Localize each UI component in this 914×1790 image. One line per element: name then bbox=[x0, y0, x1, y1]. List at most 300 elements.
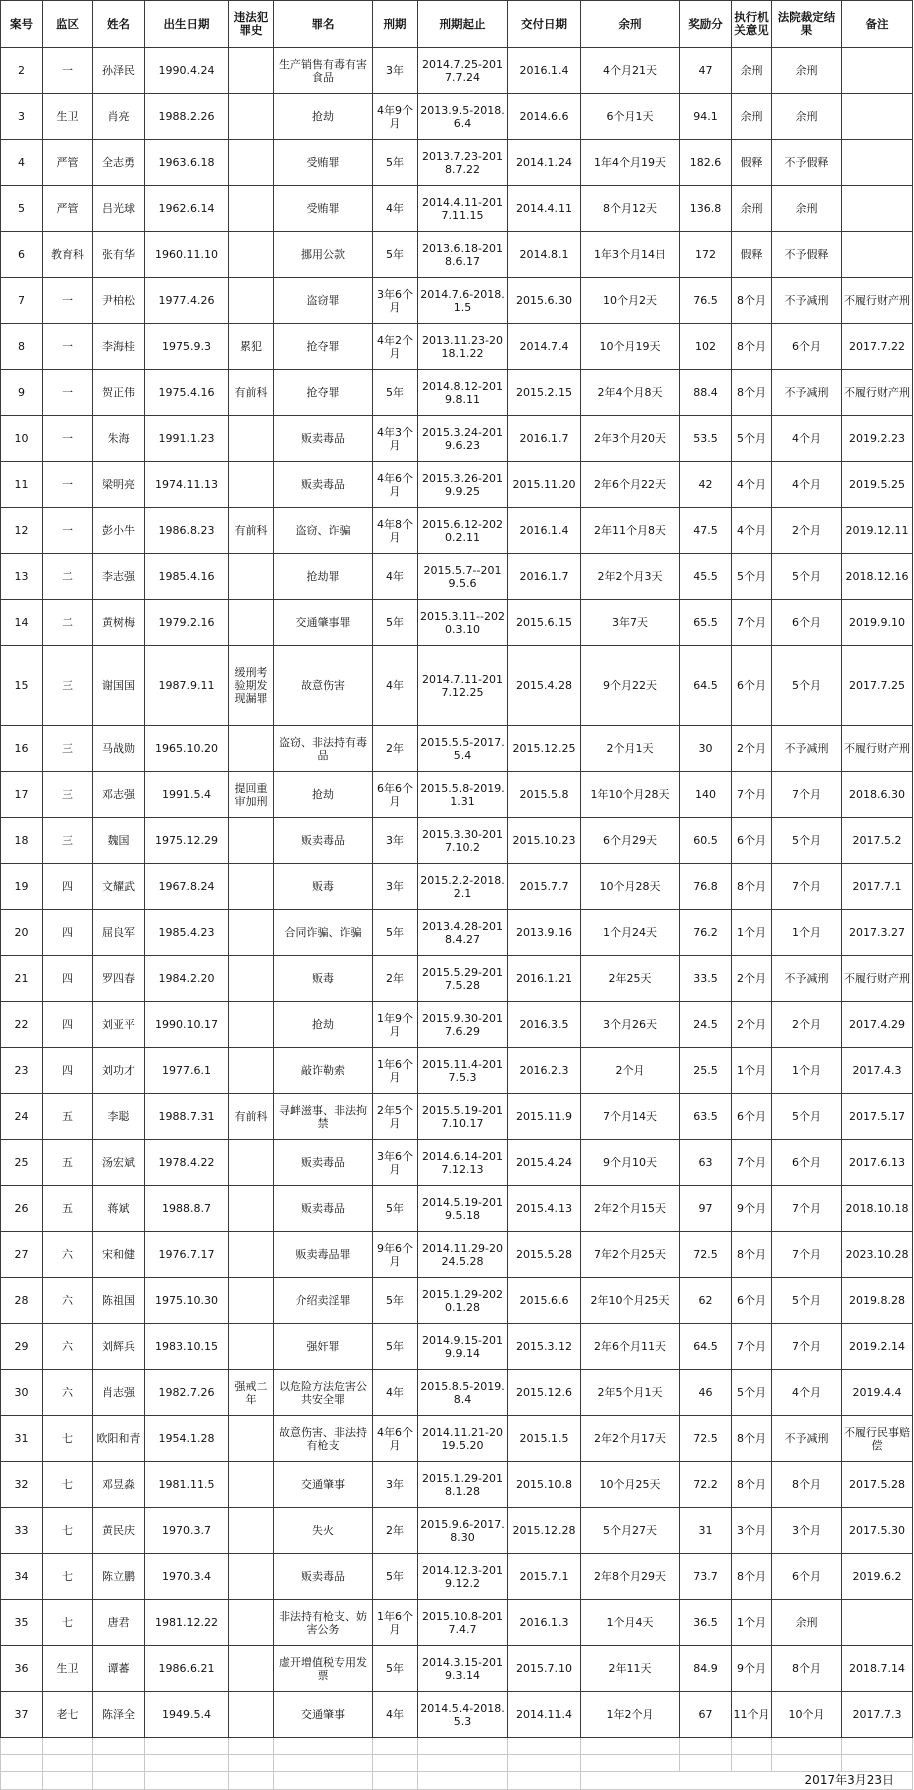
col-reward-points-cell: 24.5 bbox=[680, 1002, 732, 1048]
col-charge-cell: 盗窃、诈骗 bbox=[274, 508, 373, 554]
col-sentence-cell: 4年 bbox=[373, 1370, 418, 1416]
empty-cell bbox=[732, 1738, 772, 1755]
col-sentence-period-cell: 2014.7.25-2017.7.24 bbox=[418, 48, 508, 94]
col-birth-date-cell: 1991.5.4 bbox=[145, 772, 229, 818]
col-delivery-date-cell: 2015.7.10 bbox=[508, 1646, 581, 1692]
col-birth-date-header: 出生日期 bbox=[145, 1, 229, 48]
col-name-cell: 魏国 bbox=[93, 818, 145, 864]
col-birth-date-cell: 1975.10.30 bbox=[145, 1278, 229, 1324]
col-remaining-term-cell: 4个月21天 bbox=[581, 48, 680, 94]
col-sentence-period-cell: 2015.5.29-2017.5.28 bbox=[418, 956, 508, 1002]
col-court-ruling-cell: 不予减刑 bbox=[772, 726, 842, 772]
col-birth-date-cell: 1949.5.4 bbox=[145, 1692, 229, 1738]
col-sentence-period-cell: 2014.3.15-2019.3.14 bbox=[418, 1646, 508, 1692]
col-remaining-term-cell: 2年10个月25天 bbox=[581, 1278, 680, 1324]
empty-cell bbox=[581, 1755, 680, 1772]
col-birth-date-cell: 1977.4.26 bbox=[145, 278, 229, 324]
col-charge-cell: 失火 bbox=[274, 1508, 373, 1554]
col-ward-cell: 生卫 bbox=[43, 1646, 93, 1692]
col-agency-opinion-cell: 1个月 bbox=[732, 910, 772, 956]
col-sentence-cell: 2年 bbox=[373, 956, 418, 1002]
col-court-ruling-cell: 10个月 bbox=[772, 1692, 842, 1738]
col-ward-cell: 五 bbox=[43, 1094, 93, 1140]
col-name-cell: 贺正伟 bbox=[93, 370, 145, 416]
col-charge-cell: 抢夺罪 bbox=[274, 370, 373, 416]
col-sentence-cell: 4年 bbox=[373, 646, 418, 726]
col-case-no-cell: 17 bbox=[1, 772, 43, 818]
col-ward-cell: 生卫 bbox=[43, 94, 93, 140]
col-reward-points-cell: 60.5 bbox=[680, 818, 732, 864]
col-agency-opinion-cell: 8个月 bbox=[732, 1232, 772, 1278]
col-sentence-period-cell: 2015.1.29-2020.1.28 bbox=[418, 1278, 508, 1324]
col-reward-points-cell: 94.1 bbox=[680, 94, 732, 140]
col-agency-opinion-cell: 6个月 bbox=[732, 818, 772, 864]
empty-cell bbox=[772, 1755, 842, 1772]
table-row bbox=[1, 1094, 913, 1140]
col-case-no-cell: 13 bbox=[1, 554, 43, 600]
col-delivery-date-cell: 2014.7.4 bbox=[508, 324, 581, 370]
col-reward-points-cell: 46 bbox=[680, 1370, 732, 1416]
col-remarks-cell: 2019.4.4 bbox=[842, 1370, 913, 1416]
col-remaining-term-cell: 10个月19天 bbox=[581, 324, 680, 370]
col-reward-points-cell: 72.5 bbox=[680, 1416, 732, 1462]
col-agency-opinion-cell: 2个月 bbox=[732, 956, 772, 1002]
col-name-cell: 汤宏斌 bbox=[93, 1140, 145, 1186]
col-sentence-cell: 3年6个月 bbox=[373, 1140, 418, 1186]
empty-cell bbox=[43, 1755, 93, 1772]
col-birth-date-cell: 1991.1.23 bbox=[145, 416, 229, 462]
col-reward-points-cell: 84.9 bbox=[680, 1646, 732, 1692]
col-sentence-period-cell: 2013.4.28-2018.4.27 bbox=[418, 910, 508, 956]
col-case-no-cell: 25 bbox=[1, 1140, 43, 1186]
col-sentence-cell: 4年2个月 bbox=[373, 324, 418, 370]
col-birth-date-cell: 1970.3.4 bbox=[145, 1554, 229, 1600]
col-remaining-term-cell: 1年10个月28天 bbox=[581, 772, 680, 818]
col-case-no-cell: 32 bbox=[1, 1462, 43, 1508]
table-row bbox=[1, 1278, 913, 1324]
col-remaining-term-cell: 2年11个月8天 bbox=[581, 508, 680, 554]
col-reward-points-cell: 73.7 bbox=[680, 1554, 732, 1600]
col-name-cell: 黄树梅 bbox=[93, 600, 145, 646]
col-sentence-cell: 5年 bbox=[373, 600, 418, 646]
table-row bbox=[1, 1186, 913, 1232]
col-case-no-cell: 7 bbox=[1, 278, 43, 324]
col-remarks-cell: 2018.12.16 bbox=[842, 554, 913, 600]
col-case-no-cell: 8 bbox=[1, 324, 43, 370]
col-agency-opinion-cell: 4个月 bbox=[732, 462, 772, 508]
col-sentence-cell: 6年6个月 bbox=[373, 772, 418, 818]
col-reward-points-cell: 25.5 bbox=[680, 1048, 732, 1094]
col-charge-cell: 贩卖毒品 bbox=[274, 818, 373, 864]
col-name-cell: 陈祖国 bbox=[93, 1278, 145, 1324]
col-name-cell: 谭蕃 bbox=[93, 1646, 145, 1692]
col-sentence-period-cell: 2013.6.18-2018.6.17 bbox=[418, 232, 508, 278]
col-birth-date-cell: 1976.7.17 bbox=[145, 1232, 229, 1278]
col-name-cell: 张有华 bbox=[93, 232, 145, 278]
col-case-no-cell: 19 bbox=[1, 864, 43, 910]
col-sentence-cell: 5年 bbox=[373, 1324, 418, 1370]
table-row bbox=[1, 818, 913, 864]
col-reward-points-cell: 47.5 bbox=[680, 508, 732, 554]
col-criminal-history-cell bbox=[229, 1278, 274, 1324]
col-sentence-period-cell: 2014.8.12-2019.8.11 bbox=[418, 370, 508, 416]
col-name-cell: 欧阳和青 bbox=[93, 1416, 145, 1462]
col-ward-cell: 二 bbox=[43, 600, 93, 646]
empty-cell bbox=[373, 1755, 418, 1772]
empty-row bbox=[1, 1738, 913, 1755]
col-remarks-cell: 2017.6.13 bbox=[842, 1140, 913, 1186]
col-sentence-cell: 4年9个月 bbox=[373, 94, 418, 140]
col-charge-cell: 介绍卖淫罪 bbox=[274, 1278, 373, 1324]
col-ward-cell: 五 bbox=[43, 1186, 93, 1232]
col-delivery-date-cell: 2016.1.7 bbox=[508, 554, 581, 600]
col-birth-date-cell: 1963.6.18 bbox=[145, 140, 229, 186]
col-agency-opinion-cell: 8个月 bbox=[732, 278, 772, 324]
col-court-ruling-cell: 4个月 bbox=[772, 416, 842, 462]
col-case-no-cell: 18 bbox=[1, 818, 43, 864]
col-name-cell: 宋和健 bbox=[93, 1232, 145, 1278]
table-row bbox=[1, 1140, 913, 1186]
col-court-ruling-cell: 6个月 bbox=[772, 1140, 842, 1186]
col-delivery-date-cell: 2015.5.28 bbox=[508, 1232, 581, 1278]
col-ward-cell: 七 bbox=[43, 1554, 93, 1600]
col-reward-points-cell: 67 bbox=[680, 1692, 732, 1738]
col-agency-opinion-cell: 假释 bbox=[732, 140, 772, 186]
col-court-ruling-cell: 7个月 bbox=[772, 1186, 842, 1232]
empty-cell bbox=[842, 1738, 913, 1755]
col-name-cell: 尹柏松 bbox=[93, 278, 145, 324]
col-sentence-cell: 5年 bbox=[373, 1554, 418, 1600]
empty-cell bbox=[1, 1755, 43, 1772]
col-remaining-term-cell: 1年2个月 bbox=[581, 1692, 680, 1738]
table-body bbox=[1, 48, 913, 1790]
col-ward-cell: 一 bbox=[43, 508, 93, 554]
col-reward-points-cell: 63.5 bbox=[680, 1094, 732, 1140]
empty-cell bbox=[274, 1755, 373, 1772]
col-court-ruling-cell: 2个月 bbox=[772, 1002, 842, 1048]
col-delivery-date-cell: 2015.6.30 bbox=[508, 278, 581, 324]
col-sentence-cell: 4年 bbox=[373, 1692, 418, 1738]
col-remaining-term-cell: 10个月2天 bbox=[581, 278, 680, 324]
col-sentence-cell: 3年6个月 bbox=[373, 278, 418, 324]
col-sentence-period-cell: 2014.7.6-2018.1.5 bbox=[418, 278, 508, 324]
col-reward-points-cell: 97 bbox=[680, 1186, 732, 1232]
col-ward-cell: 严管 bbox=[43, 186, 93, 232]
col-birth-date-cell: 1970.3.7 bbox=[145, 1508, 229, 1554]
col-agency-opinion-cell: 9个月 bbox=[732, 1186, 772, 1232]
table-row bbox=[1, 1462, 913, 1508]
col-sentence-cell: 5年 bbox=[373, 370, 418, 416]
col-name-cell: 屈良军 bbox=[93, 910, 145, 956]
col-criminal-history-cell bbox=[229, 94, 274, 140]
col-birth-date-cell: 1975.4.16 bbox=[145, 370, 229, 416]
col-agency-opinion-cell: 1个月 bbox=[732, 1048, 772, 1094]
col-birth-date-cell: 1967.8.24 bbox=[145, 864, 229, 910]
col-birth-date-cell: 1985.4.16 bbox=[145, 554, 229, 600]
col-sentence-period-cell: 2014.4.11-2017.11.15 bbox=[418, 186, 508, 232]
col-delivery-date-cell: 2015.11.9 bbox=[508, 1094, 581, 1140]
col-delivery-date-cell: 2016.2.3 bbox=[508, 1048, 581, 1094]
col-sentence-period-cell: 2014.12.3-2019.12.2 bbox=[418, 1554, 508, 1600]
col-delivery-date-cell: 2014.4.11 bbox=[508, 186, 581, 232]
col-criminal-history-cell bbox=[229, 554, 274, 600]
col-case-no-cell: 4 bbox=[1, 140, 43, 186]
col-reward-points-cell: 42 bbox=[680, 462, 732, 508]
col-reward-points-cell: 76.2 bbox=[680, 910, 732, 956]
col-criminal-history-cell bbox=[229, 232, 274, 278]
empty-cell bbox=[680, 1755, 732, 1772]
col-remarks-cell bbox=[842, 1600, 913, 1646]
col-remarks-cell bbox=[842, 186, 913, 232]
col-birth-date-cell: 1981.11.5 bbox=[145, 1462, 229, 1508]
col-sentence-period-cell: 2015.1.29-2018.1.28 bbox=[418, 1462, 508, 1508]
col-charge-cell: 贩毒 bbox=[274, 956, 373, 1002]
col-criminal-history-header: 违法犯罪史 bbox=[229, 1, 274, 48]
col-ward-cell: 四 bbox=[43, 1002, 93, 1048]
col-delivery-date-cell: 2014.8.1 bbox=[508, 232, 581, 278]
col-delivery-date-cell: 2014.1.24 bbox=[508, 140, 581, 186]
col-remarks-cell: 2017.7.22 bbox=[842, 324, 913, 370]
col-sentence-cell: 3年 bbox=[373, 818, 418, 864]
col-name-cell: 孙泽民 bbox=[93, 48, 145, 94]
empty-cell bbox=[373, 1738, 418, 1755]
col-criminal-history-cell bbox=[229, 1462, 274, 1508]
col-court-ruling-cell: 5个月 bbox=[772, 554, 842, 600]
col-sentence-cell: 4年 bbox=[373, 554, 418, 600]
col-case-no-cell: 20 bbox=[1, 910, 43, 956]
col-criminal-history-cell bbox=[229, 1508, 274, 1554]
col-delivery-date-cell: 2015.4.28 bbox=[508, 646, 581, 726]
col-charge-cell: 盗窃罪 bbox=[274, 278, 373, 324]
col-remaining-term-cell: 9个月22天 bbox=[581, 646, 680, 726]
col-reward-points-cell: 76.5 bbox=[680, 278, 732, 324]
col-court-ruling-cell: 5个月 bbox=[772, 1094, 842, 1140]
col-delivery-date-cell: 2015.4.24 bbox=[508, 1140, 581, 1186]
col-charge-cell: 以危险方法危害公共安全罪 bbox=[274, 1370, 373, 1416]
table-row bbox=[1, 772, 913, 818]
col-sentence-period-cell: 2014.9.15-2019.9.14 bbox=[418, 1324, 508, 1370]
col-agency-opinion-cell: 7个月 bbox=[732, 600, 772, 646]
table-row bbox=[1, 1692, 913, 1738]
table-row bbox=[1, 140, 913, 186]
col-sentence-period-cell: 2013.9.5-2018.6.4 bbox=[418, 94, 508, 140]
empty-cell bbox=[581, 1738, 680, 1755]
col-remarks-cell: 2019.2.23 bbox=[842, 416, 913, 462]
col-case-no-header: 案号 bbox=[1, 1, 43, 48]
col-delivery-date-cell: 2016.1.7 bbox=[508, 416, 581, 462]
col-birth-date-cell: 1990.10.17 bbox=[145, 1002, 229, 1048]
col-birth-date-cell: 1982.7.26 bbox=[145, 1370, 229, 1416]
col-remaining-term-cell: 1个月24天 bbox=[581, 910, 680, 956]
col-birth-date-cell: 1954.1.28 bbox=[145, 1416, 229, 1462]
col-agency-opinion-header: 执行机关意见 bbox=[732, 1, 772, 48]
col-birth-date-cell: 1985.4.23 bbox=[145, 910, 229, 956]
col-sentence-period-cell: 2013.7.23-2018.7.22 bbox=[418, 140, 508, 186]
col-sentence-cell: 9年6个月 bbox=[373, 1232, 418, 1278]
col-agency-opinion-cell: 假释 bbox=[732, 232, 772, 278]
col-charge-cell: 贩卖毒品 bbox=[274, 1554, 373, 1600]
table-row bbox=[1, 1370, 913, 1416]
empty-cell bbox=[842, 1755, 913, 1772]
col-name-cell: 彭小牛 bbox=[93, 508, 145, 554]
col-sentence-period-cell: 2014.5.4-2018.5.3 bbox=[418, 1692, 508, 1738]
table-row bbox=[1, 278, 913, 324]
col-case-no-cell: 28 bbox=[1, 1278, 43, 1324]
table-row bbox=[1, 186, 913, 232]
empty-cell bbox=[274, 1738, 373, 1755]
col-case-no-cell: 37 bbox=[1, 1692, 43, 1738]
col-court-ruling-cell: 余刑 bbox=[772, 48, 842, 94]
col-criminal-history-cell: 强戒二年 bbox=[229, 1370, 274, 1416]
col-remarks-cell: 2017.7.1 bbox=[842, 864, 913, 910]
empty-cell bbox=[772, 1738, 842, 1755]
col-birth-date-cell: 1990.4.24 bbox=[145, 48, 229, 94]
col-criminal-history-cell bbox=[229, 140, 274, 186]
col-remaining-term-header: 余刑 bbox=[581, 1, 680, 48]
col-sentence-cell: 5年 bbox=[373, 1278, 418, 1324]
col-birth-date-cell: 1988.2.26 bbox=[145, 94, 229, 140]
col-charge-cell: 受贿罪 bbox=[274, 140, 373, 186]
col-charge-cell: 贩卖毒品 bbox=[274, 1186, 373, 1232]
table-row bbox=[1, 1324, 913, 1370]
col-case-no-cell: 10 bbox=[1, 416, 43, 462]
col-remaining-term-cell: 7个月14天 bbox=[581, 1094, 680, 1140]
empty-cell bbox=[508, 1738, 581, 1755]
col-case-no-cell: 33 bbox=[1, 1508, 43, 1554]
col-delivery-date-cell: 2016.1.4 bbox=[508, 48, 581, 94]
col-charge-cell: 贩卖毒品 bbox=[274, 1140, 373, 1186]
table-row bbox=[1, 370, 913, 416]
col-name-cell: 肖亮 bbox=[93, 94, 145, 140]
col-remarks-cell: 2023.10.28 bbox=[842, 1232, 913, 1278]
col-remarks-cell: 2018.10.18 bbox=[842, 1186, 913, 1232]
col-case-no-cell: 27 bbox=[1, 1232, 43, 1278]
col-remaining-term-cell: 10个月28天 bbox=[581, 864, 680, 910]
col-remarks-cell: 2019.8.28 bbox=[842, 1278, 913, 1324]
col-name-cell: 刘亚平 bbox=[93, 1002, 145, 1048]
footer-date: 2017年3月23日 bbox=[581, 1772, 913, 1790]
col-ward-cell: 老七 bbox=[43, 1692, 93, 1738]
col-remarks-cell: 2017.5.2 bbox=[842, 818, 913, 864]
col-reward-points-header: 奖励分 bbox=[680, 1, 732, 48]
col-sentence-cell: 5年 bbox=[373, 1646, 418, 1692]
col-reward-points-cell: 36.5 bbox=[680, 1600, 732, 1646]
col-birth-date-cell: 1983.10.15 bbox=[145, 1324, 229, 1370]
col-charge-cell: 贩卖毒品 bbox=[274, 416, 373, 462]
col-remaining-term-cell: 2年2个月15天 bbox=[581, 1186, 680, 1232]
col-reward-points-cell: 31 bbox=[680, 1508, 732, 1554]
col-remarks-cell: 2017.5.30 bbox=[842, 1508, 913, 1554]
col-agency-opinion-cell: 2个月 bbox=[732, 726, 772, 772]
col-case-no-cell: 3 bbox=[1, 94, 43, 140]
col-remarks-cell: 2019.12.11 bbox=[842, 508, 913, 554]
col-court-ruling-cell: 6个月 bbox=[772, 600, 842, 646]
col-remaining-term-cell: 6个月1天 bbox=[581, 94, 680, 140]
col-remarks-cell: 2017.5.28 bbox=[842, 1462, 913, 1508]
col-name-cell: 李海桂 bbox=[93, 324, 145, 370]
empty-cell bbox=[43, 1738, 93, 1755]
table-row bbox=[1, 910, 913, 956]
col-court-ruling-cell: 6个月 bbox=[772, 324, 842, 370]
col-ward-cell: 三 bbox=[43, 646, 93, 726]
col-charge-cell: 故意伤害、非法持有枪支 bbox=[274, 1416, 373, 1462]
col-birth-date-cell: 1988.8.7 bbox=[145, 1186, 229, 1232]
col-sentence-cell: 5年 bbox=[373, 140, 418, 186]
empty-cell bbox=[93, 1772, 145, 1790]
col-court-ruling-cell: 不予假释 bbox=[772, 232, 842, 278]
col-remarks-cell: 2018.7.14 bbox=[842, 1646, 913, 1692]
col-name-cell: 唐君 bbox=[93, 1600, 145, 1646]
col-case-no-cell: 16 bbox=[1, 726, 43, 772]
col-reward-points-cell: 172 bbox=[680, 232, 732, 278]
col-delivery-date-cell: 2015.12.28 bbox=[508, 1508, 581, 1554]
col-ward-cell: 四 bbox=[43, 956, 93, 1002]
col-remaining-term-cell: 2年6个月22天 bbox=[581, 462, 680, 508]
col-remarks-cell: 2019.2.14 bbox=[842, 1324, 913, 1370]
col-reward-points-cell: 140 bbox=[680, 772, 732, 818]
col-name-header: 姓名 bbox=[93, 1, 145, 48]
col-birth-date-cell: 1975.9.3 bbox=[145, 324, 229, 370]
empty-cell bbox=[43, 1772, 93, 1790]
col-sentence-cell: 4年6个月 bbox=[373, 1416, 418, 1462]
col-sentence-period-cell: 2014.5.19-2019.5.18 bbox=[418, 1186, 508, 1232]
col-sentence-cell: 1年9个月 bbox=[373, 1002, 418, 1048]
col-agency-opinion-cell: 7个月 bbox=[732, 1324, 772, 1370]
col-remaining-term-cell: 3个月26天 bbox=[581, 1002, 680, 1048]
col-sentence-header: 刑期 bbox=[373, 1, 418, 48]
col-remarks-cell: 2017.7.25 bbox=[842, 646, 913, 726]
col-remarks-cell bbox=[842, 48, 913, 94]
col-sentence-period-cell: 2014.7.11-2017.12.25 bbox=[418, 646, 508, 726]
col-sentence-cell: 2年5个月 bbox=[373, 1094, 418, 1140]
table-row bbox=[1, 324, 913, 370]
col-agency-opinion-cell: 5个月 bbox=[732, 416, 772, 462]
empty-cell bbox=[508, 1755, 581, 1772]
empty-cell bbox=[145, 1738, 229, 1755]
col-birth-date-cell: 1984.2.20 bbox=[145, 956, 229, 1002]
col-remaining-term-cell: 1个月4天 bbox=[581, 1600, 680, 1646]
col-charge-header: 罪名 bbox=[274, 1, 373, 48]
col-agency-opinion-cell: 5个月 bbox=[732, 554, 772, 600]
col-agency-opinion-cell: 余刑 bbox=[732, 48, 772, 94]
col-remarks-cell: 2017.4.29 bbox=[842, 1002, 913, 1048]
col-criminal-history-cell bbox=[229, 1554, 274, 1600]
col-criminal-history-cell bbox=[229, 1646, 274, 1692]
col-name-cell: 刘功才 bbox=[93, 1048, 145, 1094]
empty-cell bbox=[229, 1755, 274, 1772]
col-reward-points-cell: 65.5 bbox=[680, 600, 732, 646]
empty-cell bbox=[1, 1738, 43, 1755]
col-sentence-cell: 5年 bbox=[373, 910, 418, 956]
col-delivery-date-cell: 2015.6.15 bbox=[508, 600, 581, 646]
col-ward-cell: 七 bbox=[43, 1416, 93, 1462]
col-remarks-cell bbox=[842, 94, 913, 140]
col-name-cell: 李聪 bbox=[93, 1094, 145, 1140]
col-court-ruling-header: 法院裁定结果 bbox=[772, 1, 842, 48]
col-sentence-cell: 3年 bbox=[373, 1462, 418, 1508]
col-court-ruling-cell: 余刑 bbox=[772, 186, 842, 232]
col-delivery-date-cell: 2016.3.5 bbox=[508, 1002, 581, 1048]
col-criminal-history-cell bbox=[229, 48, 274, 94]
col-agency-opinion-cell: 2个月 bbox=[732, 1002, 772, 1048]
col-criminal-history-cell bbox=[229, 462, 274, 508]
col-sentence-cell: 2年 bbox=[373, 726, 418, 772]
col-sentence-period-cell: 2014.11.21-2019.5.20 bbox=[418, 1416, 508, 1462]
col-criminal-history-cell bbox=[229, 1600, 274, 1646]
table-row bbox=[1, 1508, 913, 1554]
col-name-cell: 蒋斌 bbox=[93, 1186, 145, 1232]
col-birth-date-cell: 1979.2.16 bbox=[145, 600, 229, 646]
